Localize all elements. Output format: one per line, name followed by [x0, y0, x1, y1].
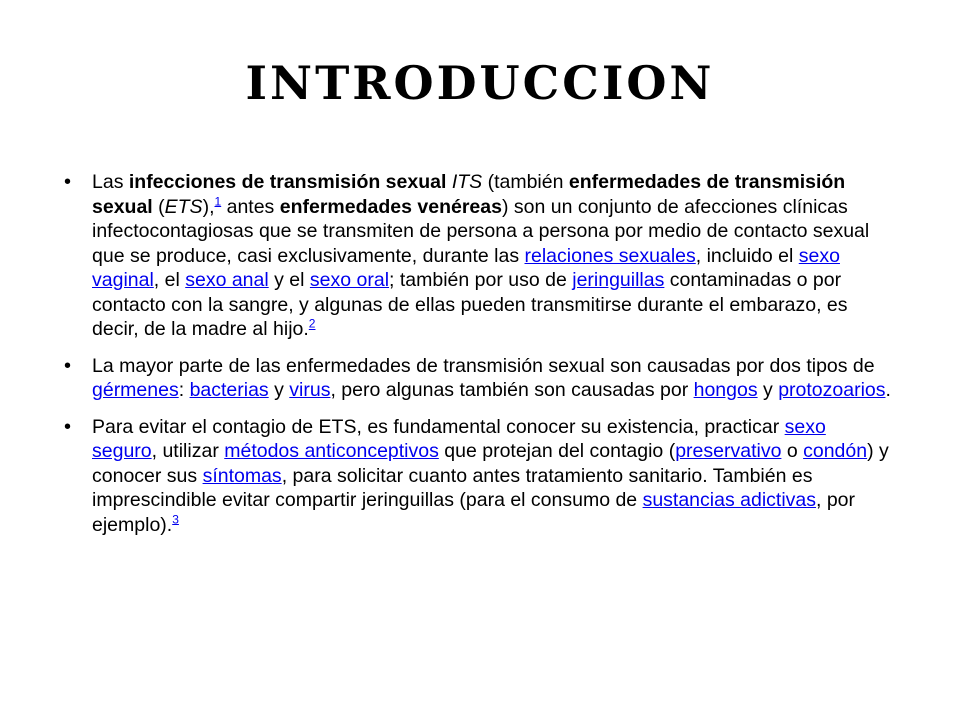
bold-term: enfermedades de transmisión sexual — [92, 171, 846, 218]
link-sexo-vaginal[interactable]: sexo vaginal — [92, 244, 840, 291]
bullet-item — [64, 415, 896, 538]
link-bacterias[interactable]: bacterias — [189, 379, 269, 401]
link-sexo-anal[interactable]: sexo anal — [185, 269, 269, 291]
footnote-ref — [309, 317, 316, 331]
link-hongos[interactable]: hongos — [693, 379, 758, 401]
bullet-list — [64, 170, 896, 549]
link-condon[interactable]: condón — [803, 440, 868, 462]
bold-term: enfermedades venéreas — [279, 195, 502, 218]
paragraph-causes: La mayor parte de las enfermedades de transmisión sexual son causadas por dos tipos de gérmenes: bacterias y virus, pero algunas también son causadas por hongos y protozoarios. — [92, 354, 891, 401]
link-protozoarios[interactable]: protozoarios — [778, 379, 886, 401]
italic-term: ETS — [164, 195, 203, 218]
italic-term: ITS — [451, 171, 483, 193]
footnote-link-3[interactable]: 3 — [172, 512, 179, 526]
link-jeringuillas[interactable]: jeringuillas — [572, 269, 665, 291]
paragraph-prevention: Para evitar el contagio de ETS, es fundamental conocer su existencia, practicar sexo seguro, utilizar métodos anticonceptivos que protejan del contagio (preservativo o condón) y conocer sus síntomas, para solicitar cuanto antes tratamiento sanitario. También es imprescindible evitar compartir jeringuillas (para el consumo de sustancias adictivas, por ejemplo).$^3$ — [92, 415, 889, 536]
footnote-link-1[interactable]: 1 — [214, 194, 222, 208]
link-relaciones-sexuales[interactable]: relaciones sexuales — [524, 244, 696, 267]
bold-term: infecciones de transmisión sexual — [128, 171, 447, 193]
link-metodos-anticonceptivos[interactable]: métodos anticonceptivos — [224, 440, 439, 462]
bullet-item — [64, 170, 896, 342]
footnote-link-2[interactable]: 2 — [308, 316, 316, 331]
bullet-item — [64, 354, 896, 403]
paragraph-intro: Las infecciones de transmisión sexual ITS (también enfermedades de transmisión sexual (ETS),$^1$ antes enfermedades venéreas) son un conjunto de afecciones clínicas infectocontagiosas que se transmiten de persona a persona por medio de contacto sexual que se produce, casi exclusivamente, durante las relaciones sexuales, incluido el sexo vaginal, el sexo anal y el sexo oral; también por uso de jeringuillas contaminadas o por contacto con la sangre, y algunas de ellas pueden transmitirse durante el embarazo, es decir, de la madre al hijo.$^2$ — [92, 171, 870, 340]
bullet-icon: • — [64, 171, 72, 193]
link-sexo-seguro[interactable]: sexo seguro — [92, 415, 826, 462]
link-sintomas[interactable]: síntomas — [202, 464, 282, 487]
link-germenes[interactable]: gérmenes — [92, 379, 179, 401]
link-virus[interactable]: virus — [289, 379, 331, 401]
bullet-icon: • — [64, 415, 72, 438]
link-sexo-oral[interactable]: sexo oral — [309, 269, 390, 291]
slide-title: INTRODUCCION — [245, 56, 715, 110]
link-sustancias-adictivas[interactable]: sustancias adictivas — [642, 489, 816, 511]
footnote-ref — [172, 512, 179, 526]
link-preservativo[interactable]: preservativo — [675, 440, 782, 462]
bullet-icon: • — [64, 354, 72, 377]
